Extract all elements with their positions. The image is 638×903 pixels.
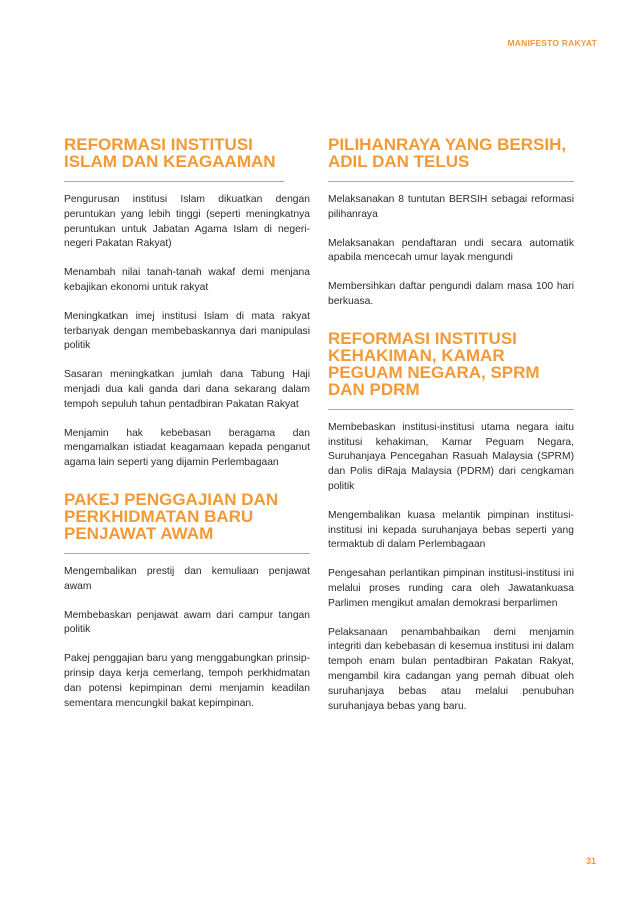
list-item: Meningkatkan imej institusi Islam di mata rakyat terbanyak dengan membebaskannya dari manipulasi politik (64, 310, 310, 352)
section-title: REFORMASI INSTITUSI ISLAM DAN KEAGAAMAN (64, 136, 284, 182)
list-item: Mengembalikan prestij dan kemuliaan penjawat awam (64, 565, 310, 592)
page-number: 31 (585, 856, 596, 866)
document-header: MANIFESTO RAKYAT (507, 38, 597, 48)
list-item: Mengembalikan kuasa melantik pimpinan institusi-institusi ini kepada suruhanjaya bebas seperti yang termaktub di dalam Perlembagaan (328, 509, 574, 551)
list-item: Pengesahan perlantikan pimpinan institusi-institusi ini melalui proses runding cara oleh Jawatankuasa Parlimen mengikut amalan demokrasi berparlimen (328, 568, 574, 609)
list-item: Membersihkan daftar pengundi dalam masa 100 hari berkuasa. (328, 281, 574, 307)
list-item: Pengurusan institusi Islam dikuatkan dengan peruntukan yang lebih tinggi (seperti meningkatnya peruntukan untuk Jabatan Agama Islam di negeri-negeri Pakatan Rakyat) (64, 194, 310, 250)
section-items (64, 193, 310, 471)
section-title: PILIHANRAYA YANG BERSIH, ADIL DAN TELUS (328, 136, 574, 182)
list-item: Menambah nilai tanah-tanah wakaf demi menjana kebajikan ekonomi untuk rakyat (64, 267, 310, 293)
section-items (64, 565, 310, 711)
list-item: Menjamin hak kebebasan beragama dan mengamalkan istiadat keagamaan kepada penganut agama lain seperti yang dijamin Perlembagaan (64, 427, 310, 469)
section-title: PAKEJ PENGGAJIAN DAN PERKHIDMATAN BARU PENJAWAT AWAM (64, 491, 310, 554)
section-penjawat-awam (64, 491, 310, 711)
right-column (328, 136, 574, 734)
section-items (328, 421, 574, 715)
section-islam (64, 136, 310, 471)
section-items (328, 193, 574, 310)
list-item: Pakej penggajian baru yang menggabungkan prinsip-prinsip daya kerja cemerlang, tempoh perkhidmatan dan potensi kepimpinan demi menjamin keadilan sementara mencungkil bakat kepimpinan. (64, 653, 310, 709)
list-item: Sasaran meningkatkan jumlah dana Tabung Haji menjadi dua kali ganda dari dana sekarang dalam tempoh sepuluh tahun pentadbiran Pakatan Rakyat (64, 369, 310, 410)
list-item: Membebaskan institusi-institusi utama negara iaitu institusi kehakiman, Kamar Peguam Negara, Suruhanjaya Pencegahan Rasuah Malaysia (SPRM) dan Polis diRaja Malaysia (PDRM) dari cengkaman politik (328, 421, 574, 492)
section-pilihanraya (328, 136, 574, 310)
list-item: Membebaskan penjawat awam dari campur tangan politik (64, 609, 310, 636)
left-column (64, 136, 310, 731)
list-item: Pelaksanaan penambahbaikan demi menjamin integriti dan kebebasan di kesemua institusi ini dalam tempoh enam bulan pentadbiran Pakatan Rakyat, mengambil kira cadangan yang pernah dibuat oleh suruhanjaya bebas atau melalui penubuhan suruhanjaya bebas yang baru. (328, 626, 574, 712)
section-kehakiman (328, 330, 574, 715)
list-item: Melaksanakan pendaftaran undi secara automatik apabila mencecah umur layak mengundi (328, 237, 574, 264)
section-title: REFORMASI INSTITUSI KEHAKIMAN, KAMAR PEGUAM NEGARA, SPRM DAN PDRM (328, 330, 574, 410)
list-item: Melaksanakan 8 tuntutan BERSIH sebagai reformasi pilihanraya (328, 194, 574, 220)
